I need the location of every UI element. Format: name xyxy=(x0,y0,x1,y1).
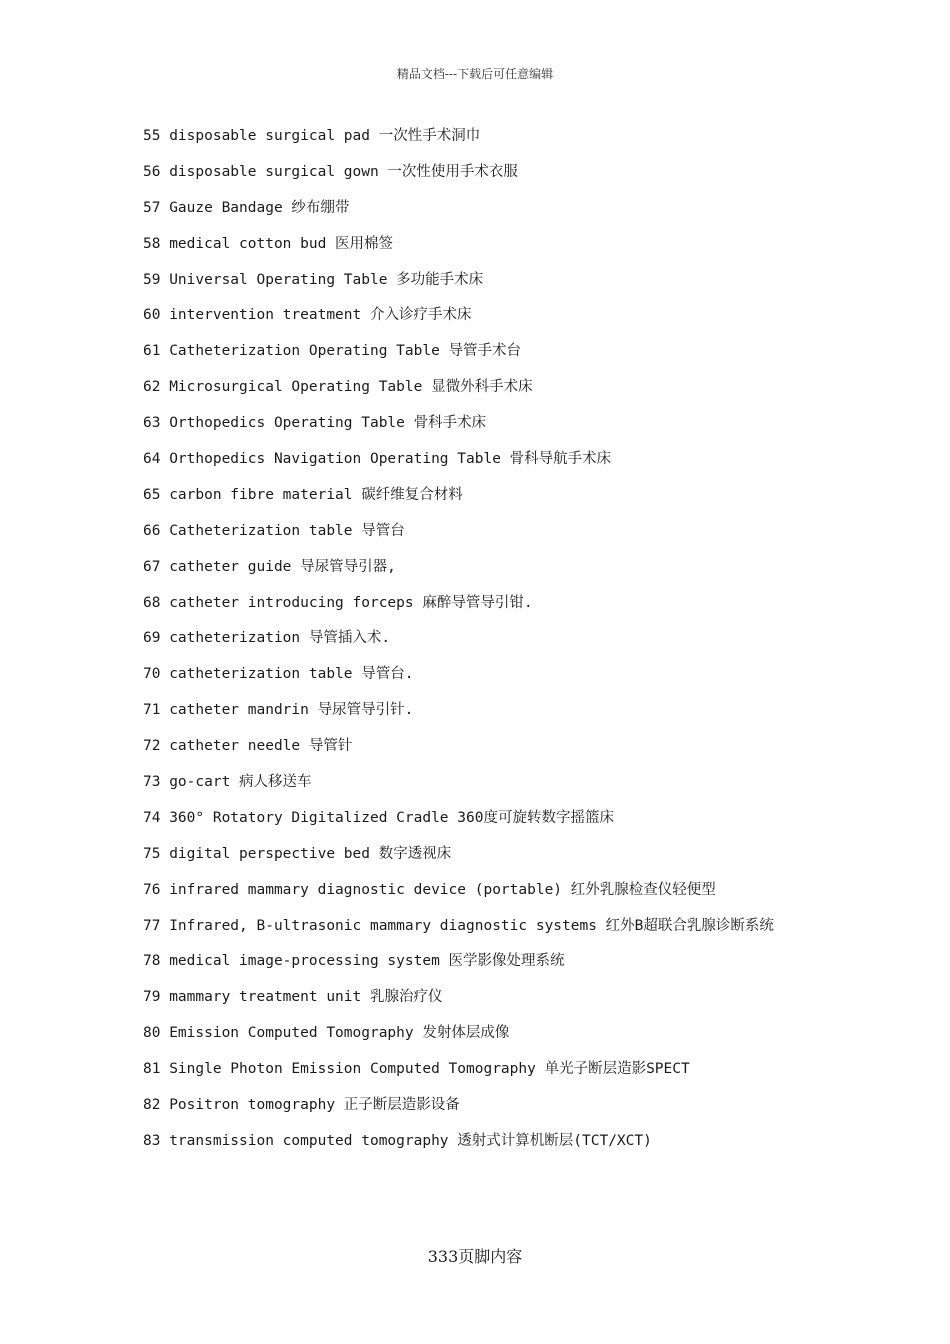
list-item: 68 catheter introducing forceps 麻醉导管导引钳. xyxy=(143,594,533,611)
list-item: 69 catheterization 导管插入术. xyxy=(143,630,391,647)
list-item: 75 digital perspective bed 数字透视床 xyxy=(143,845,452,862)
list-item: 64 Orthopedics Navigation Operating Table 骨科导航手术床 xyxy=(143,451,612,468)
glossary-list xyxy=(143,124,774,1165)
list-item: 61 Catheterization Operating Table 导管手术台 xyxy=(143,343,522,360)
list-item: 63 Orthopedics Operating Table 骨科手术床 xyxy=(143,415,487,432)
page-header: 精品文档---下载后可任意编辑 xyxy=(396,67,554,81)
list-item: 71 catheter mandrin 导尿管导引针. xyxy=(143,702,414,719)
list-item: 74 360° Rotatory Digitalized Cradle 360度可旋转数字摇篮床 xyxy=(143,809,614,826)
list-item: 59 Universal Operating Table 多功能手术床 xyxy=(143,271,484,288)
list-item: 62 Microsurgical Operating Table 显微外科手术床 xyxy=(143,379,533,396)
list-item: 82 Positron tomography 正子断层造影设备 xyxy=(143,1097,460,1114)
list-item: 73 go-cart 病人移送车 xyxy=(143,774,312,791)
list-item: 58 medical cotton bud 医用棉签 xyxy=(143,235,394,252)
list-item: 55 disposable surgical pad 一次性手术洞巾 xyxy=(143,128,481,144)
list-item: 57 Gauze Bandage 纱布绷带 xyxy=(143,199,350,216)
list-item: 72 catheter needle 导管针 xyxy=(143,738,353,755)
list-item: 56 disposable surgical gown 一次性使用手术衣服 xyxy=(143,163,518,180)
list-item: 78 medical image-processing system 医学影像处理系统 xyxy=(143,953,565,970)
list-item: 60 intervention treatment 介入诊疗手术床 xyxy=(143,307,472,324)
list-item: 65 carbon fibre material 碳纤维复合材料 xyxy=(143,486,463,503)
list-item: 70 catheterization table 导管台. xyxy=(143,666,414,683)
list-item: 81 Single Photon Emission Computed Tomography 单光子断层造影SPECT xyxy=(143,1061,690,1078)
list-item: 79 mammary treatment unit 乳腺治疗仪 xyxy=(143,989,443,1006)
list-item: 67 catheter guide 导尿管导引器, xyxy=(143,558,396,575)
list-item: 66 Catheterization table 导管台 xyxy=(143,522,405,539)
list-item: 83 transmission computed tomography 透射式计算机断层(TCT/XCT) xyxy=(143,1132,652,1149)
list-item: 76 infrared mammary diagnostic device (portable) 红外乳腺检查仪轻便型 xyxy=(143,881,716,898)
page-footer: 333页脚内容 xyxy=(427,1247,523,1266)
list-item: 80 Emission Computed Tomography 发射体层成像 xyxy=(143,1025,510,1042)
list-item: 77 Infrared, B-ultrasonic mammary diagnostic systems 红外B超联合乳腺诊断系统 xyxy=(143,917,774,934)
